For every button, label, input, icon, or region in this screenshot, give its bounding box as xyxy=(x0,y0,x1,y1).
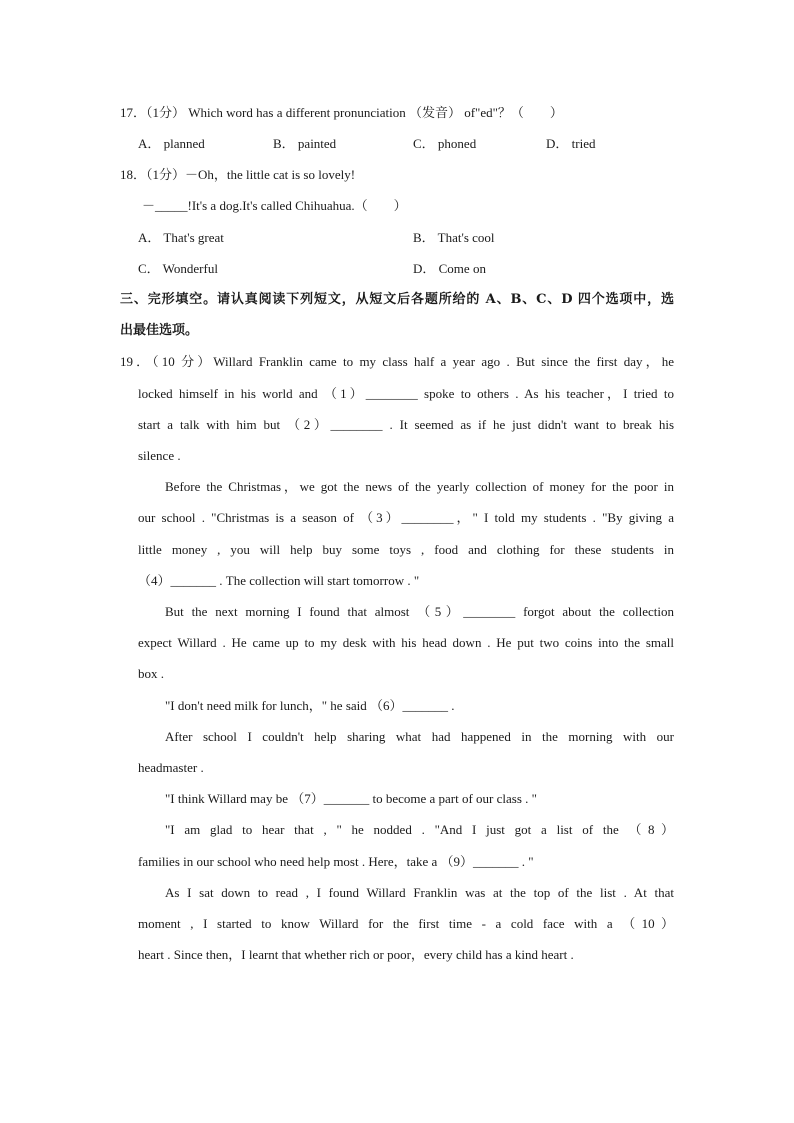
q18-option-a[interactable]: A． That's great xyxy=(138,230,224,245)
q17-option-c[interactable]: C． phoned xyxy=(413,136,477,151)
section-3-heading: 三、完形填空。请认真阅读下列短文，从短文后各题所给的 A、B、C、D 四个选项中，选 xyxy=(120,292,674,307)
q19-line: silence . xyxy=(138,448,181,463)
q19-line: 19．（10 分）Willard Franklin came to my class half a year ago . But since the first day，he xyxy=(120,354,674,369)
q18-option-c[interactable]: C． Wonderful xyxy=(138,261,218,276)
q19-line: our school . "Christmas is a season of （3）________，" I told my students . "By giving a xyxy=(138,510,674,525)
q19-line: box . xyxy=(138,666,164,681)
q17-stem: 17．（1分） Which word has a different pronunciation （发音） of"ed"？（ ） xyxy=(120,105,563,120)
q19-line: expect Willard . He came up to my desk with his head down . He put two coins into the small xyxy=(138,635,674,650)
q17-option-d[interactable]: D． tried xyxy=(546,136,596,151)
q18-option-d[interactable]: D． Come on xyxy=(413,261,486,276)
q19-line: "I think Willard may be （7）_______ to become a part of our class . " xyxy=(165,791,537,806)
q18-stem: 18．（1分）－Oh，the little cat is so lovely! xyxy=(120,167,356,182)
q19-line: After school I couldn't help sharing what had happened in the morning with our xyxy=(165,729,674,744)
q18-option-b[interactable]: B． That's cool xyxy=(413,230,495,245)
q17-option-b[interactable]: B． painted xyxy=(273,136,337,151)
q19-line: moment , I started to know Willard for the first time - a cold face with a （10） xyxy=(138,916,674,931)
q19-line: headmaster . xyxy=(138,760,204,775)
q19-line: little money , you will help buy some toys , food and clothing for these students in xyxy=(138,542,674,557)
q19-line: （4）_______ . The collection will start tomorrow . " xyxy=(138,573,420,588)
q19-line: families in our school who need help most . Here，take a （9）_______ . " xyxy=(138,854,534,869)
q17-option-a[interactable]: A． planned xyxy=(138,136,205,151)
q19-line: heart . Since then，I learnt that whether rich or poor，every child has a kind heart . xyxy=(138,947,574,962)
q19-line: locked himself in his world and （1）________ spoke to others . As his teacher，I tried to xyxy=(138,386,674,401)
q19-line: As I sat down to read , I found Willard Franklin was at the top of the list . At that xyxy=(165,885,674,900)
q19-line: But the next morning I found that almost （5）________ forgot about the collection xyxy=(165,604,674,619)
section-3-heading-cont: 出最佳选项。 xyxy=(120,323,199,338)
q19-line: Before the Christmas，we got the news of the yearly collection of money for the poor in xyxy=(165,479,674,494)
q19-line: "I am glad to hear that , " he nodded . "And I just got a list of the （8） xyxy=(165,822,674,837)
q18-reply: －_____!It's a dog.It's called Chihuahua.（ ） xyxy=(142,198,407,213)
q19-line: start a talk with him but （2）________ . It seemed as if he just didn't want to break his xyxy=(138,417,674,432)
q19-line: "I don't need milk for lunch，" he said （6）_______ . xyxy=(165,698,455,713)
